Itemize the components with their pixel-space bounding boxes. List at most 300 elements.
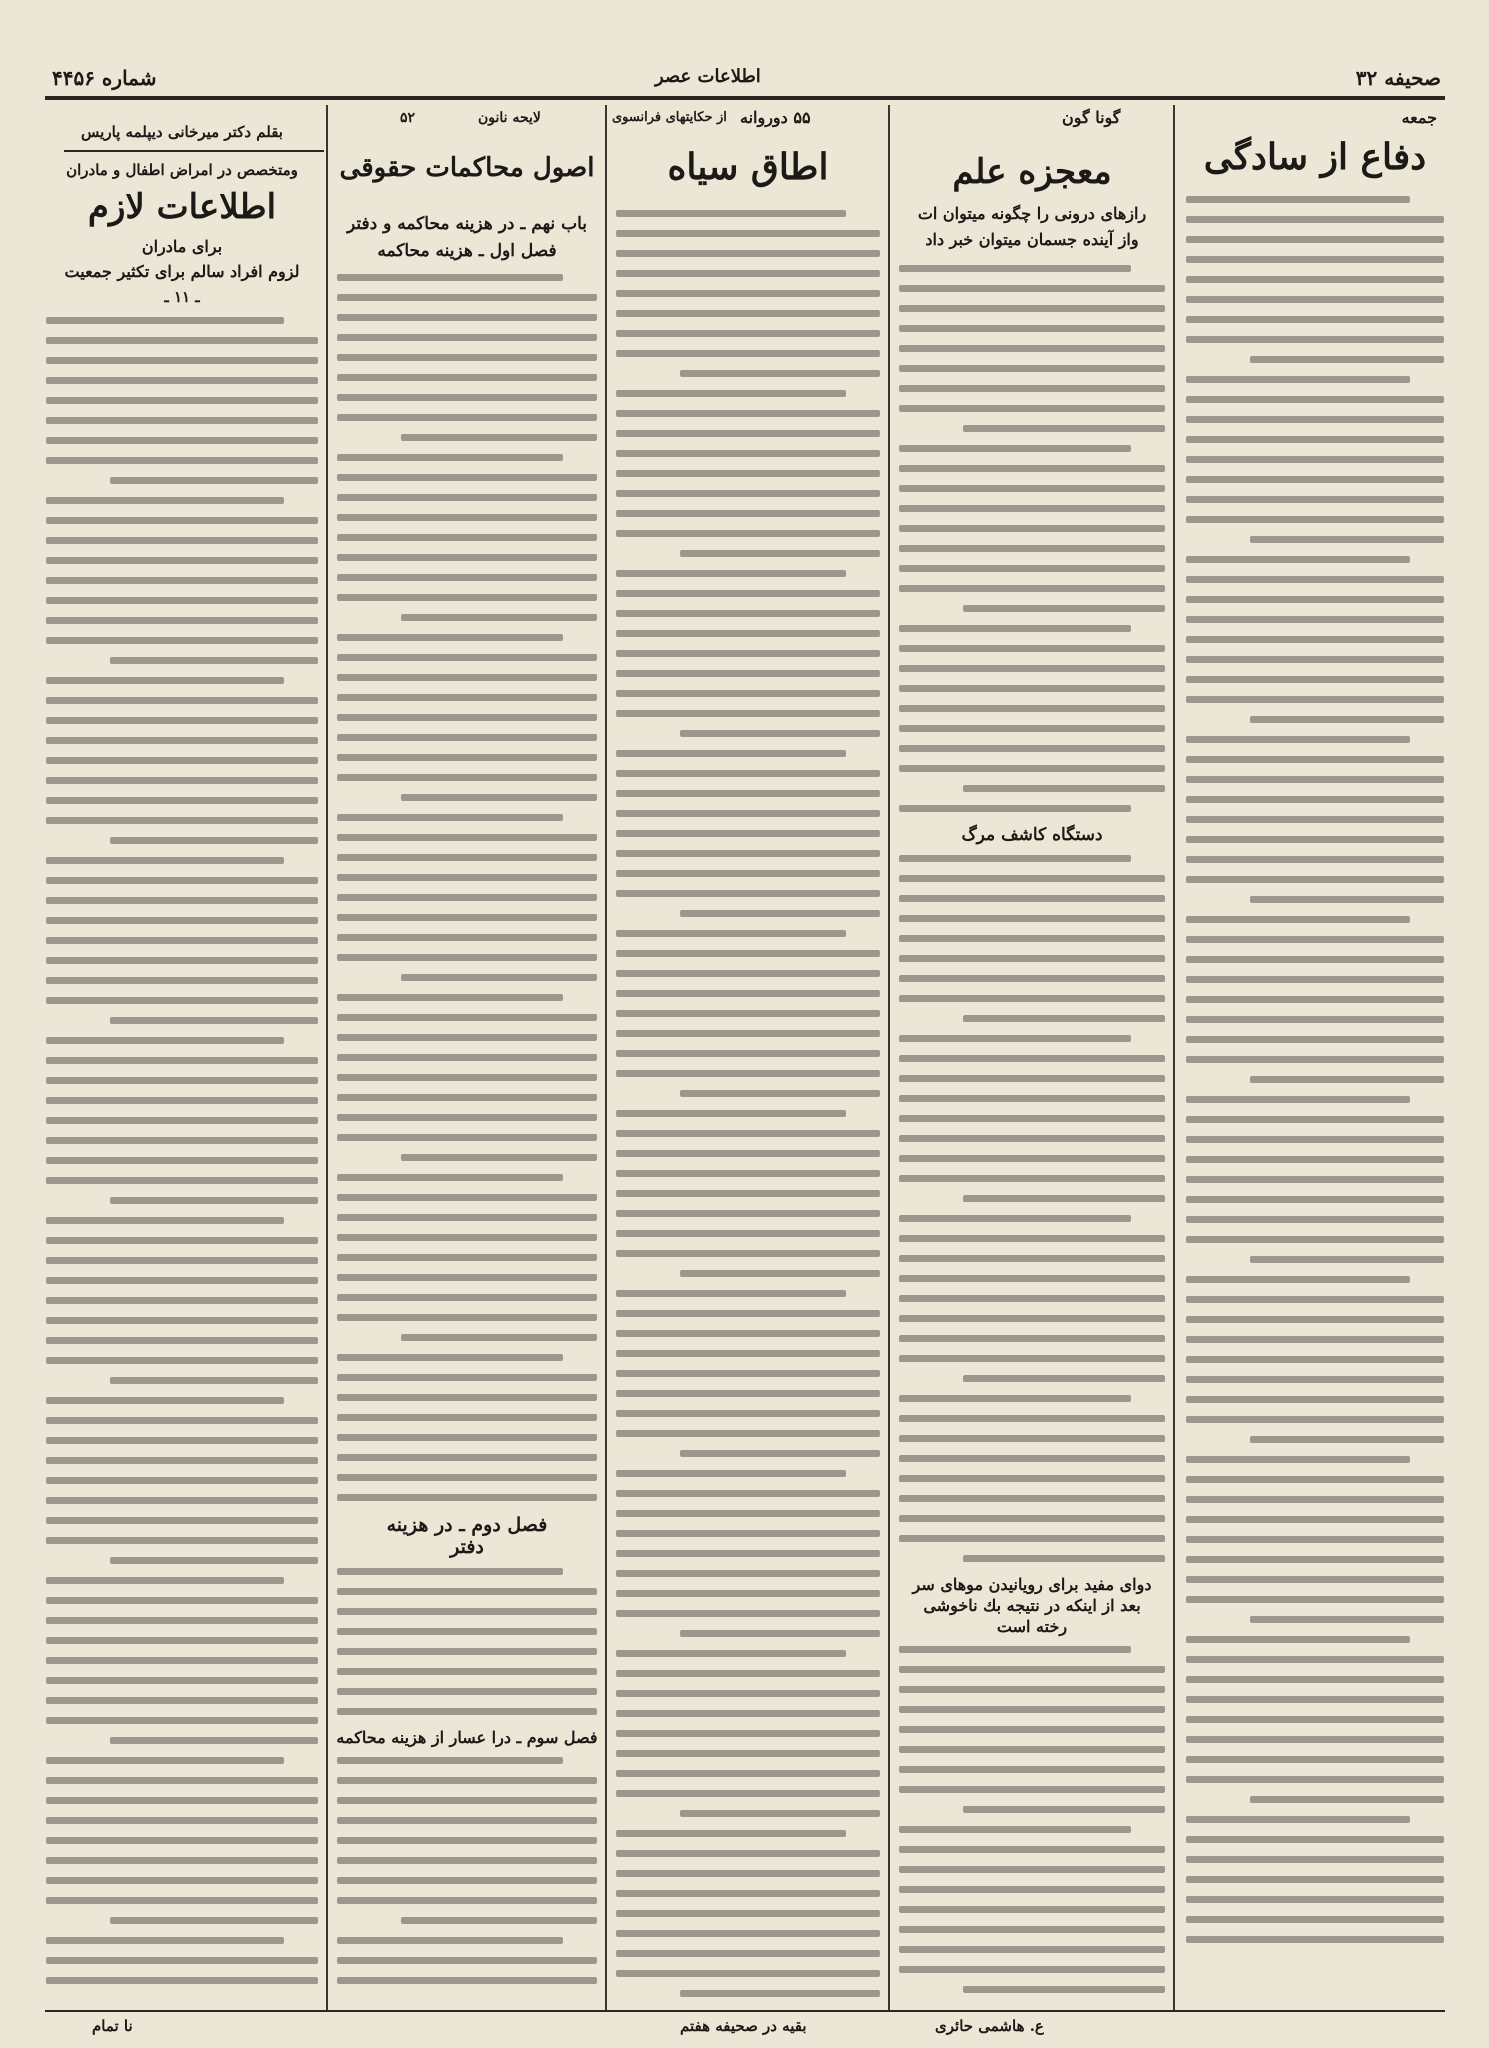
text-line	[337, 1494, 597, 1501]
text-line	[616, 1310, 880, 1317]
text-line	[1186, 1856, 1444, 1863]
text-line	[1186, 756, 1444, 763]
text-line	[401, 1154, 597, 1161]
text-line	[616, 210, 846, 217]
text-line	[1186, 1516, 1444, 1523]
text-line	[616, 510, 880, 517]
text-line	[899, 505, 1165, 512]
text-line	[616, 390, 846, 397]
text-line	[899, 665, 1165, 672]
text-line	[1186, 1596, 1444, 1603]
text-line	[616, 1490, 880, 1497]
text-line	[46, 397, 318, 404]
text-line	[899, 915, 1165, 922]
text-line	[1186, 1636, 1410, 1643]
text-line	[899, 1535, 1165, 1542]
text-line	[1186, 1196, 1444, 1203]
text-line	[1186, 1736, 1444, 1743]
text-line	[899, 685, 1165, 692]
text-line	[337, 754, 597, 761]
text-line	[1250, 896, 1444, 903]
text-line	[46, 1877, 318, 1884]
text-line	[899, 1455, 1165, 1462]
col-label-layehe: لایحه نانون	[478, 110, 541, 126]
text-line	[1186, 1576, 1444, 1583]
text-line	[680, 1990, 880, 1997]
text-line	[899, 565, 1165, 572]
text-line	[1186, 816, 1444, 823]
text-line	[337, 1174, 563, 1181]
text-line	[899, 1075, 1165, 1082]
text-line	[899, 1475, 1165, 1482]
text-line	[680, 370, 880, 377]
text-line	[1186, 416, 1444, 423]
text-line	[1186, 1496, 1444, 1503]
text-line	[899, 1315, 1165, 1322]
text-line	[1186, 616, 1444, 623]
issue-number: شماره ۴۴۵۶	[52, 66, 157, 90]
text-line	[401, 974, 597, 981]
text-line	[1186, 336, 1444, 343]
text-line	[46, 1517, 318, 1524]
text-line	[899, 385, 1165, 392]
text-line	[337, 954, 597, 961]
text-line	[1186, 776, 1444, 783]
text-line	[1186, 796, 1444, 803]
text-line	[616, 1710, 880, 1717]
text-line	[46, 1097, 318, 1104]
text-line	[616, 1890, 880, 1897]
text-line	[1186, 976, 1444, 983]
text-line	[616, 450, 880, 457]
text-line	[1186, 1176, 1444, 1183]
byline-rule	[64, 150, 324, 152]
text-line	[899, 745, 1165, 752]
text-line	[680, 910, 880, 917]
text-line	[963, 605, 1165, 612]
article-title: معجزه علم	[952, 152, 1112, 192]
text-line	[680, 1270, 880, 1277]
text-line	[616, 1150, 880, 1157]
text-line	[1186, 1416, 1444, 1423]
text-line	[899, 1415, 1165, 1422]
text-line	[46, 357, 318, 364]
text-line	[110, 1557, 318, 1564]
text-line	[616, 810, 880, 817]
text-line	[899, 485, 1165, 492]
text-line	[1186, 596, 1444, 603]
text-line	[337, 1134, 597, 1141]
text-line	[337, 1454, 597, 1461]
text-line	[46, 997, 318, 1004]
article-subtitle: لزوم افراد سالم برای تکثیر جمعیت	[64, 262, 300, 282]
text-line	[899, 725, 1165, 732]
text-line	[46, 1357, 318, 1364]
text-line	[337, 894, 597, 901]
text-line	[616, 1610, 880, 1617]
text-line	[963, 1375, 1165, 1382]
text-line	[1186, 196, 1410, 203]
text-line	[337, 1294, 597, 1301]
text-line	[963, 1195, 1165, 1202]
text-line	[1186, 1136, 1444, 1143]
text-line	[46, 797, 318, 804]
text-line	[337, 1054, 597, 1061]
text-line	[616, 1190, 880, 1197]
text-line	[616, 1330, 880, 1337]
text-line	[899, 1646, 1131, 1653]
text-line	[899, 1495, 1165, 1502]
text-line	[1250, 1796, 1444, 1803]
article-byline: ومتخصص در امراض اطفال و مادران	[66, 161, 298, 180]
text-line	[1186, 256, 1444, 263]
section-heading: دستگاه کاشف مرگ	[961, 824, 1103, 845]
text-line	[616, 590, 880, 597]
header-center: اطلاعات عصر	[655, 66, 761, 87]
text-line	[616, 430, 880, 437]
text-line	[337, 1797, 597, 1804]
text-line	[337, 734, 597, 741]
text-line	[401, 794, 597, 801]
text-line	[1186, 676, 1444, 683]
text-line	[616, 1030, 880, 1037]
text-line	[899, 1175, 1165, 1182]
col-label-hekayat: از حکایتهای فرانسوی	[612, 110, 727, 125]
text-line	[46, 1577, 284, 1584]
text-line	[1186, 996, 1444, 1003]
text-line	[899, 705, 1165, 712]
text-line	[899, 1786, 1165, 1793]
text-line	[1186, 656, 1444, 663]
article-subtitle: ـ ۱۱ ـ	[164, 288, 200, 307]
text-line	[337, 1354, 563, 1361]
text-line	[337, 1708, 597, 1715]
article-byline: بقلم دکتر میرخانی دیپلمه پاریس	[81, 123, 283, 141]
unfinished-note: نا تمام	[92, 2017, 133, 2035]
text-line	[46, 577, 318, 584]
text-line	[1186, 1816, 1410, 1823]
col-label-gunagun: گونا گون	[1062, 108, 1121, 127]
text-line	[46, 317, 284, 324]
text-line	[616, 1370, 880, 1377]
text-line	[337, 1194, 597, 1201]
text-line	[46, 757, 318, 764]
text-line	[401, 434, 597, 441]
article-body	[893, 265, 1171, 812]
text-line	[616, 950, 880, 957]
text-line	[899, 1946, 1165, 1953]
text-line	[616, 1510, 880, 1517]
text-line	[1186, 1676, 1444, 1683]
text-line	[1186, 1036, 1444, 1043]
text-line	[899, 285, 1165, 292]
text-line	[46, 1477, 318, 1484]
text-line	[616, 310, 880, 317]
article-title: اصول محاکمات حقوقی	[339, 153, 595, 183]
column-divider	[1173, 105, 1175, 2010]
text-line	[899, 525, 1165, 532]
text-line	[899, 895, 1165, 902]
text-line	[616, 1950, 880, 1957]
text-line	[1186, 1876, 1444, 1883]
text-line	[337, 1474, 597, 1481]
text-line	[1250, 1616, 1444, 1623]
text-line	[899, 995, 1165, 1002]
chapter-heading: باب نهم ـ در هزینه محاکمه و دفتر	[346, 213, 588, 234]
text-line	[46, 977, 318, 984]
text-line	[616, 750, 846, 757]
text-line	[46, 617, 318, 624]
text-line	[46, 1157, 318, 1164]
part-heading: فصل اول ـ هزینه محاکمه	[377, 240, 557, 261]
article-mojeze	[893, 132, 1171, 2012]
article-byline-footer: ع. هاشمی حائری	[935, 2017, 1044, 2035]
text-line	[337, 1234, 597, 1241]
section-heading: دوای مفید برای رویانیدن موهای سر	[912, 1574, 1152, 1594]
text-line	[899, 1275, 1165, 1282]
text-line	[337, 874, 597, 881]
text-line	[1186, 1336, 1444, 1343]
text-line	[899, 545, 1165, 552]
text-line	[616, 930, 846, 937]
text-line	[46, 457, 318, 464]
text-line	[337, 1608, 597, 1615]
text-line	[46, 417, 318, 424]
text-line	[963, 1806, 1165, 1813]
masthead-rule	[45, 96, 1445, 100]
text-line	[110, 477, 318, 484]
text-line	[1186, 956, 1444, 963]
text-line	[616, 1770, 880, 1777]
text-line	[1186, 1916, 1444, 1923]
part-heading: فصل دوم ـ در هزینه	[386, 1514, 548, 1537]
text-line	[616, 1470, 846, 1477]
text-line	[337, 1817, 597, 1824]
text-line	[616, 770, 880, 777]
text-line	[1186, 1476, 1444, 1483]
text-line	[616, 970, 880, 977]
text-line	[616, 990, 880, 997]
text-line	[337, 1374, 597, 1381]
text-line	[337, 1394, 597, 1401]
text-line	[46, 1497, 318, 1504]
text-line	[899, 855, 1131, 862]
text-line	[616, 270, 880, 277]
text-line	[899, 1726, 1165, 1733]
text-line	[616, 1670, 880, 1677]
text-line	[337, 1668, 597, 1675]
text-line	[46, 1217, 284, 1224]
text-line	[899, 975, 1165, 982]
text-line	[899, 1846, 1165, 1853]
text-line	[46, 897, 318, 904]
article-defa	[1180, 132, 1450, 2012]
text-line	[899, 1435, 1165, 1442]
text-line	[616, 290, 880, 297]
text-line	[337, 1628, 597, 1635]
text-line	[46, 497, 284, 504]
text-line	[899, 955, 1165, 962]
text-line	[337, 1957, 597, 1964]
text-line	[616, 1870, 880, 1877]
text-line	[337, 494, 597, 501]
text-line	[46, 597, 318, 604]
text-line	[46, 877, 318, 884]
text-line	[963, 1555, 1165, 1562]
column-divider	[888, 105, 890, 2010]
text-line	[680, 730, 880, 737]
text-line	[46, 377, 318, 384]
text-line	[337, 534, 597, 541]
text-line	[46, 1697, 318, 1704]
text-line	[337, 994, 563, 1001]
text-line	[337, 1897, 597, 1904]
text-line	[46, 1177, 318, 1184]
text-line	[337, 414, 597, 421]
text-line	[46, 1117, 318, 1124]
text-line	[46, 817, 318, 824]
text-line	[1186, 1016, 1444, 1023]
text-line	[337, 1588, 597, 1595]
text-line	[1186, 1216, 1444, 1223]
text-line	[1186, 1536, 1444, 1543]
text-line	[337, 774, 597, 781]
text-line	[46, 1337, 318, 1344]
article-subtitle: برای مادران	[141, 236, 223, 256]
text-line	[616, 1390, 880, 1397]
text-line	[616, 350, 880, 357]
article-body	[40, 317, 324, 1984]
text-line	[337, 934, 597, 941]
text-line	[46, 1977, 318, 1984]
text-line	[1186, 876, 1444, 883]
text-line	[899, 625, 1131, 632]
text-line	[1186, 1056, 1444, 1063]
text-line	[616, 830, 880, 837]
text-line	[899, 1706, 1165, 1713]
text-line	[680, 1090, 880, 1097]
text-line	[337, 854, 597, 861]
text-line	[337, 1214, 597, 1221]
text-line	[616, 1830, 846, 1837]
text-line	[46, 677, 284, 684]
text-line	[401, 1334, 597, 1341]
section-heading: بعد از اینکه در نتیجه بك ناخوشی	[923, 1595, 1141, 1615]
text-line	[1250, 716, 1444, 723]
article-lazem	[40, 118, 324, 2013]
article-subtitle: رازهای درونی را چگونه میتوان ات	[917, 204, 1147, 224]
text-line	[616, 230, 880, 237]
text-line	[46, 937, 318, 944]
text-line	[46, 917, 318, 924]
text-line	[616, 530, 880, 537]
text-line	[337, 1014, 597, 1021]
text-line	[899, 265, 1131, 272]
text-line	[899, 1906, 1165, 1913]
text-line	[337, 1857, 597, 1864]
article-body	[331, 1757, 603, 1984]
text-line	[337, 634, 563, 641]
col-label-52: ۵۲	[400, 110, 416, 126]
text-line	[899, 405, 1165, 412]
text-line	[963, 785, 1165, 792]
text-line	[616, 1050, 880, 1057]
text-line	[110, 1377, 318, 1384]
text-line	[46, 517, 318, 524]
text-line	[337, 1094, 597, 1101]
text-line	[616, 250, 880, 257]
text-line	[337, 1074, 597, 1081]
text-line	[680, 550, 880, 557]
text-line	[46, 1257, 318, 1264]
text-line	[899, 1255, 1165, 1262]
article-body	[893, 1646, 1171, 1993]
continued-note: بقیه در صحیفه هفتم	[680, 2017, 807, 2035]
text-line	[1186, 1116, 1444, 1123]
text-line	[616, 1070, 880, 1077]
text-line	[899, 875, 1165, 882]
text-line	[616, 410, 880, 417]
text-line	[1250, 1256, 1444, 1263]
text-line	[899, 1035, 1131, 1042]
text-line	[337, 714, 597, 721]
text-line	[46, 1317, 318, 1324]
text-line	[110, 657, 318, 664]
text-line	[337, 834, 597, 841]
text-line	[337, 814, 563, 821]
text-line	[616, 330, 880, 337]
text-line	[1186, 1316, 1444, 1323]
text-line	[899, 305, 1165, 312]
text-line	[899, 1215, 1131, 1222]
article-title: اطلاعات لازم	[87, 186, 277, 227]
text-line	[963, 1986, 1165, 1993]
text-line	[46, 1857, 318, 1864]
text-line	[899, 1095, 1165, 1102]
text-line	[899, 1055, 1165, 1062]
text-line	[899, 1395, 1131, 1402]
text-line	[616, 1790, 880, 1797]
text-line	[899, 645, 1165, 652]
text-line	[337, 1434, 597, 1441]
text-line	[46, 1397, 284, 1404]
text-line	[1186, 556, 1410, 563]
text-line	[337, 554, 597, 561]
text-line	[616, 1750, 880, 1757]
text-line	[1186, 376, 1410, 383]
text-line	[680, 1630, 880, 1637]
text-line	[616, 1170, 880, 1177]
text-line	[337, 394, 597, 401]
text-line	[1186, 296, 1444, 303]
text-line	[616, 1570, 880, 1577]
text-line	[46, 1937, 284, 1944]
text-line	[1186, 1716, 1444, 1723]
text-line	[46, 1597, 318, 1604]
text-line	[616, 710, 880, 717]
text-line	[46, 1817, 318, 1824]
text-line	[616, 1130, 880, 1137]
text-line	[337, 1568, 563, 1575]
text-line	[46, 717, 318, 724]
text-line	[337, 1274, 597, 1281]
text-line	[899, 1155, 1165, 1162]
text-line	[899, 1926, 1165, 1933]
text-line	[616, 1530, 880, 1537]
text-line	[616, 1910, 880, 1917]
text-line	[46, 857, 284, 864]
text-line	[337, 294, 597, 301]
